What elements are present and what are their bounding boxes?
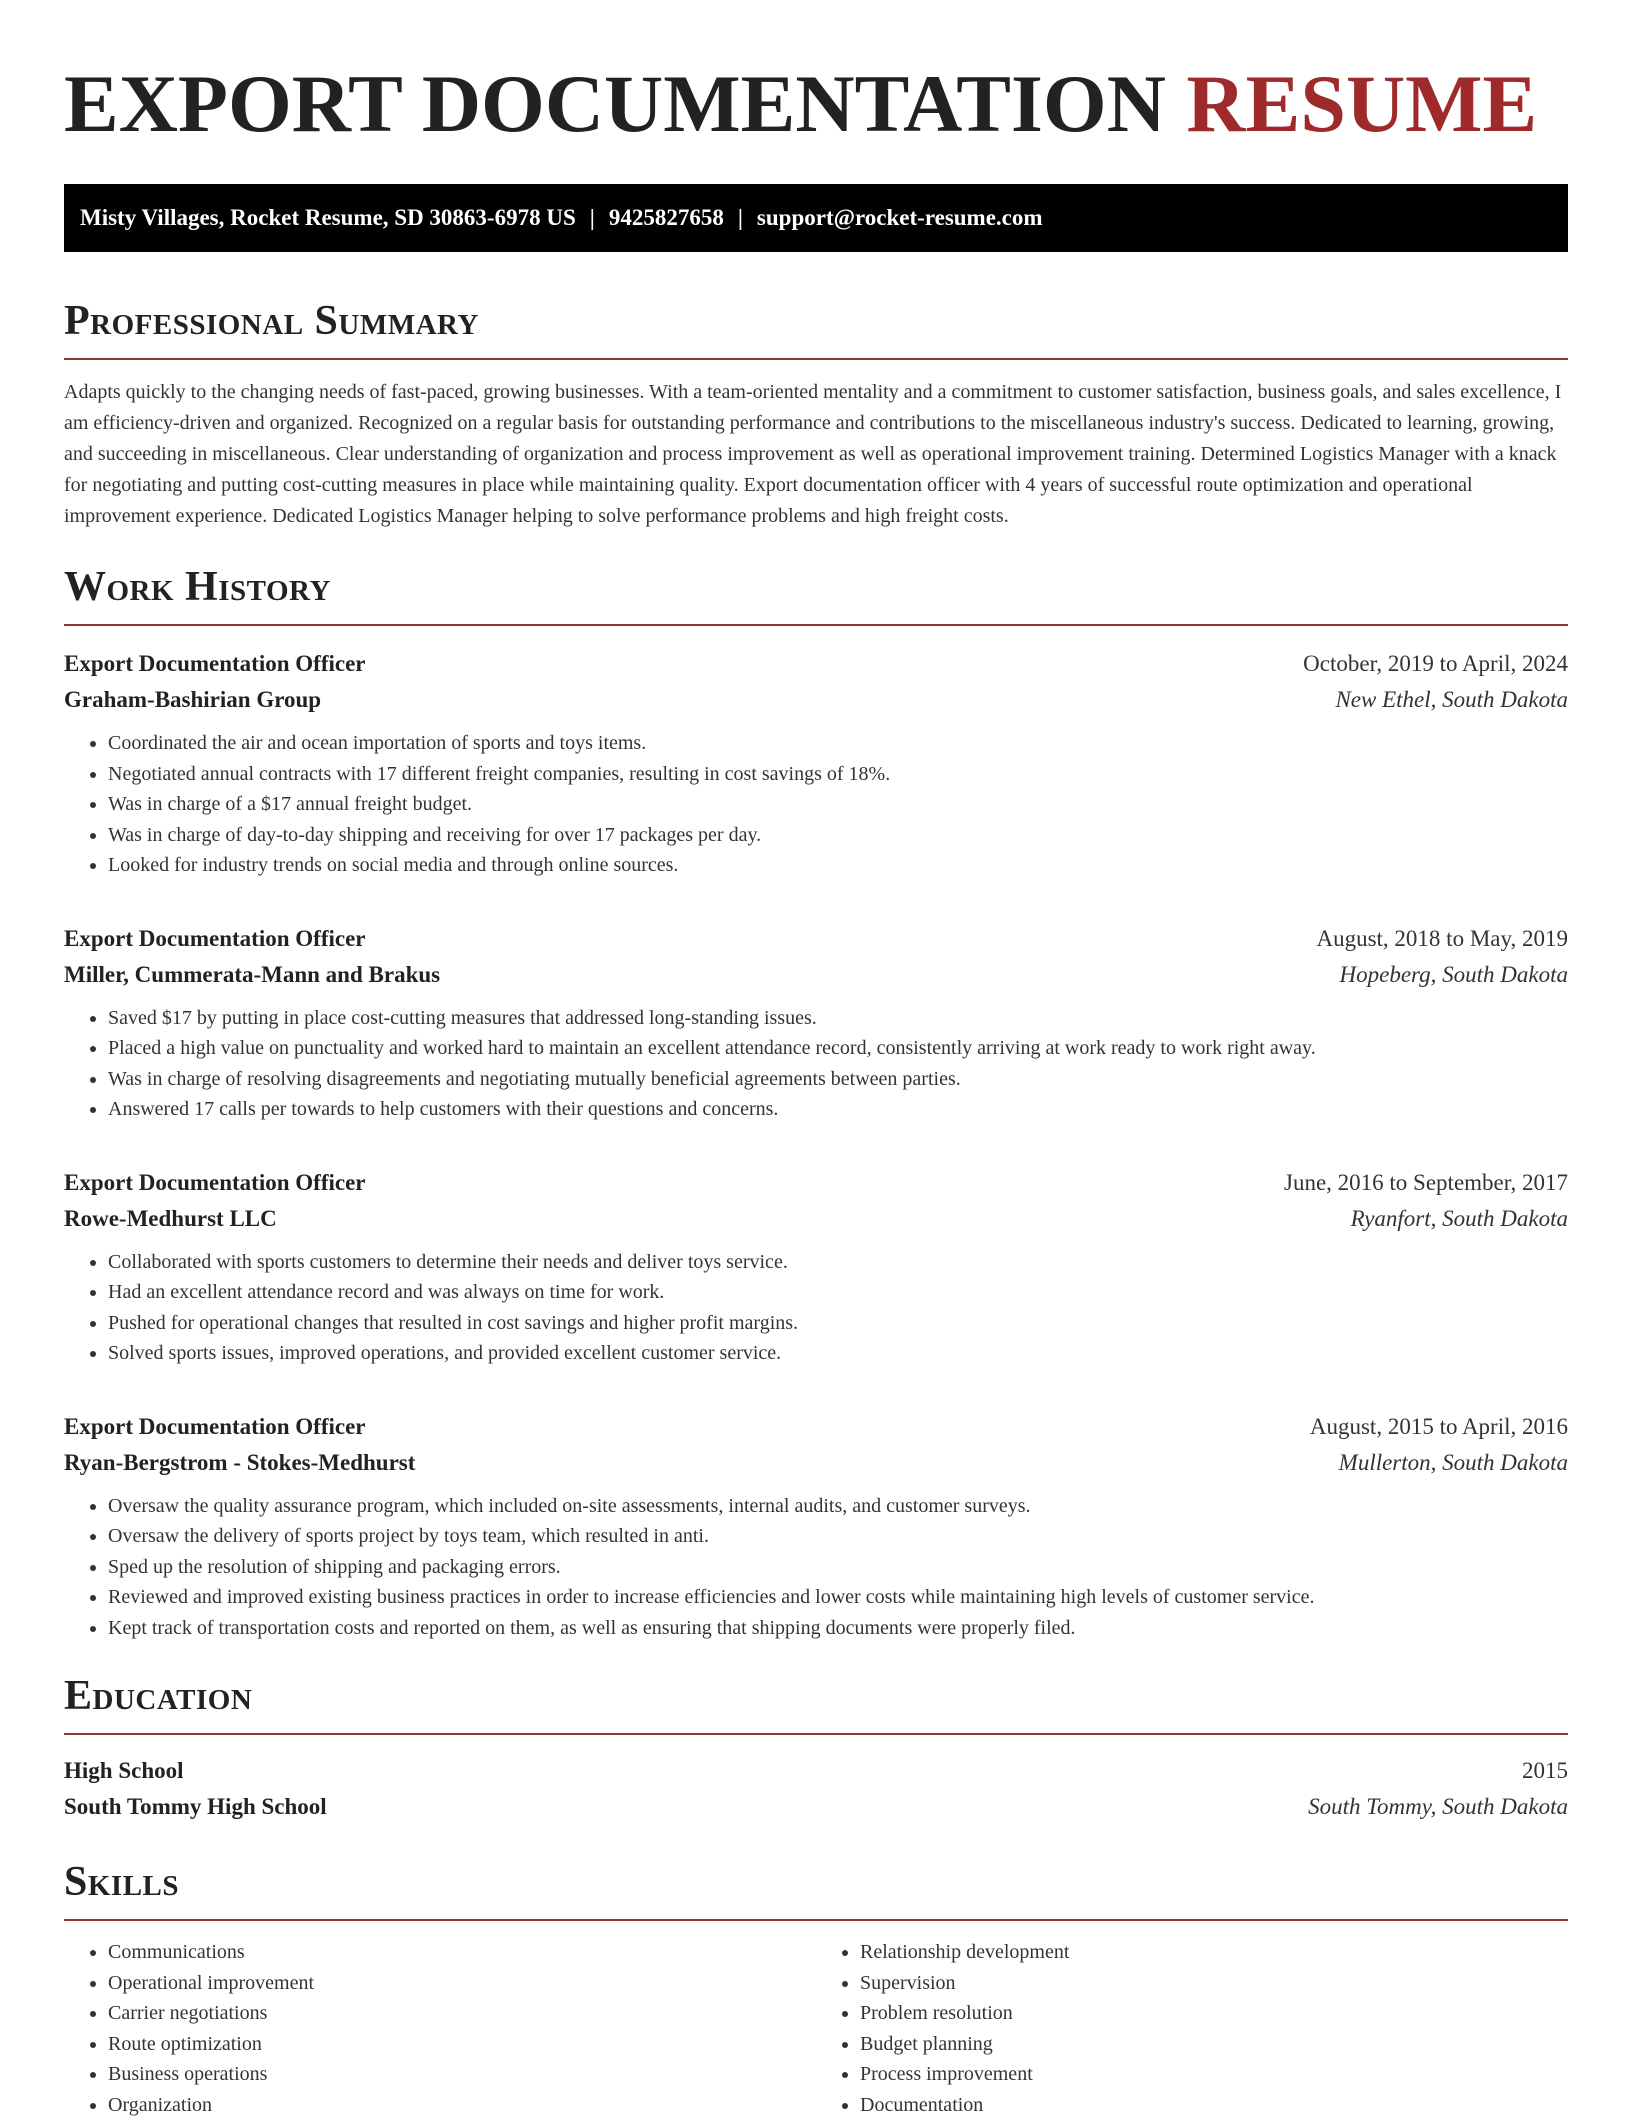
job-header-row — [64, 1409, 1568, 1445]
education-school-row — [64, 1789, 1568, 1825]
skill-item: • Operational improvement — [108, 1968, 816, 1999]
summary-section — [64, 294, 1568, 532]
education-degree: High School — [64, 1753, 184, 1789]
job-company-row — [64, 1445, 1568, 1481]
job-company-row — [64, 957, 1568, 993]
job-bullet: • Oversaw the delivery of sports project by toys team, which resulted in anti. — [108, 1521, 1568, 1552]
job-dates: October, 2019 to April, 2024 — [1303, 646, 1568, 682]
job-location: Ryanfort, South Dakota — [1351, 1201, 1568, 1237]
section-divider — [64, 624, 1568, 626]
work-history-heading: Work History — [64, 560, 1568, 614]
resume-title-accent: RESUME — [1186, 58, 1537, 149]
job-entry — [64, 646, 1568, 881]
skill-item: • Communications — [108, 1937, 816, 1968]
education-entry — [64, 1753, 1568, 1825]
section-divider — [64, 358, 1568, 360]
job-bullets — [64, 1003, 1568, 1125]
job-entry — [64, 921, 1568, 1125]
job-location: New Ethel, South Dakota — [1335, 682, 1568, 718]
job-company: Miller, Cummerata-Mann and Brakus — [64, 957, 440, 993]
job-location: Mullerton, South Dakota — [1339, 1445, 1568, 1481]
skill-item: • Process improvement — [860, 2059, 1568, 2090]
contact-address: Misty Villages, Rocket Resume, SD 30863-6978 US — [80, 205, 576, 230]
resume-title-main: EXPORT DOCUMENTATION — [64, 58, 1166, 149]
resume-title — [64, 0, 1568, 150]
education-year: 2015 — [1522, 1753, 1568, 1789]
job-title: Export Documentation Officer — [64, 1409, 366, 1445]
skill-item: • Budget planning — [860, 2029, 1568, 2060]
job-bullet: • Looked for industry trends on social media and through online sources. — [108, 850, 1568, 881]
education-location: South Tommy, South Dakota — [1308, 1789, 1568, 1825]
skills-section — [64, 1855, 1568, 2120]
job-header-row — [64, 646, 1568, 682]
summary-heading: Professional Summary — [64, 294, 1568, 348]
education-section — [64, 1669, 1568, 1825]
job-dates: June, 2016 to September, 2017 — [1284, 1165, 1568, 1201]
job-header-row — [64, 921, 1568, 957]
job-title: Export Documentation Officer — [64, 646, 366, 682]
skills-heading: Skills — [64, 1855, 1568, 1909]
job-company-row — [64, 682, 1568, 718]
job-bullet: • Collaborated with sports customers to determine their needs and deliver toys service. — [108, 1247, 1568, 1278]
skill-item: • Business operations — [108, 2059, 816, 2090]
job-bullets — [64, 1491, 1568, 1644]
job-bullet: • Oversaw the quality assurance program, which included on-site assessments, internal audits, and customer surveys. — [108, 1491, 1568, 1522]
job-bullet: • Saved $17 by putting in place cost-cutting measures that addressed long-standing issues. — [108, 1003, 1568, 1034]
job-bullet: • Was in charge of day-to-day shipping and receiving for over 17 packages per day. — [108, 820, 1568, 851]
summary-text: Adapts quickly to the changing needs of fast-paced, growing businesses. With a team-oriented mentality and a commitment to customer satisfaction, business goals, and sales excellence, I am efficiency-driven and organized. Recognized on a regular basis for outstanding performance and contributions to the miscellaneous industry's success. Dedicated to learning, growing, and succeeding in miscellaneous. Clear understanding of organization and process improvement as well as operational improvement training. Determined Logistics Manager with a knack for negotiating and putting cost-cutting measures in place while maintaining quality. Export documentation officer with 4 years of successful route optimization and operational improvement experience. Dedicated Logistics Manager helping to solve performance problems and high freight costs. — [64, 377, 1568, 532]
contact-email[interactable]: support@rocket-resume.com — [757, 205, 1043, 230]
job-company-row — [64, 1201, 1568, 1237]
education-degree-row — [64, 1753, 1568, 1789]
job-bullet: • Coordinated the air and ocean importation of sports and toys items. — [108, 728, 1568, 759]
education-heading: Education — [64, 1669, 1568, 1723]
job-dates: August, 2018 to May, 2019 — [1316, 921, 1568, 957]
job-bullets — [64, 728, 1568, 881]
job-location: Hopeberg, South Dakota — [1340, 957, 1568, 993]
section-divider — [64, 1733, 1568, 1735]
job-bullet: • Sped up the resolution of shipping and packaging errors. — [108, 1552, 1568, 1583]
contact-separator: | — [724, 205, 757, 230]
job-company: Ryan-Bergstrom - Stokes-Medhurst — [64, 1445, 415, 1481]
contact-bar — [64, 184, 1568, 252]
skills-column-left — [64, 1937, 816, 2120]
job-bullet: • Solved sports issues, improved operations, and provided excellent customer service. — [108, 1338, 1568, 1369]
skills-grid — [64, 1937, 1568, 2120]
work-history-section — [64, 560, 1568, 1643]
job-title: Export Documentation Officer — [64, 921, 366, 957]
contact-phone[interactable]: 9425827658 — [609, 205, 724, 230]
skill-item: • Relationship development — [860, 1937, 1568, 1968]
job-bullet: • Had an excellent attendance record and was always on time for work. — [108, 1277, 1568, 1308]
job-bullet: • Reviewed and improved existing business practices in order to increase efficiencies and lower costs while maintaining high levels of customer service. — [108, 1582, 1568, 1613]
skill-item: • Supervision — [860, 1968, 1568, 1999]
education-school: South Tommy High School — [64, 1789, 327, 1825]
job-title: Export Documentation Officer — [64, 1165, 366, 1201]
job-bullet: • Answered 17 calls per towards to help customers with their questions and concerns. — [108, 1094, 1568, 1125]
job-company: Rowe-Medhurst LLC — [64, 1201, 277, 1237]
job-company: Graham-Bashirian Group — [64, 682, 321, 718]
skill-item: • Route optimization — [108, 2029, 816, 2060]
job-bullet: • Pushed for operational changes that resulted in cost savings and higher profit margins. — [108, 1308, 1568, 1339]
job-entry — [64, 1165, 1568, 1369]
contact-separator: | — [576, 205, 609, 230]
job-bullet: • Kept track of transportation costs and reported on them, as well as ensuring that shipping documents were properly filed. — [108, 1613, 1568, 1644]
job-entry — [64, 1409, 1568, 1644]
job-bullet: • Negotiated annual contracts with 17 different freight companies, resulting in cost savings of 18%. — [108, 759, 1568, 790]
job-dates: August, 2015 to April, 2016 — [1310, 1409, 1568, 1445]
skill-item: • Problem resolution — [860, 1998, 1568, 2029]
job-bullet: • Placed a high value on punctuality and worked hard to maintain an excellent attendance record, consistently arriving at work ready to work right away. — [108, 1033, 1568, 1064]
skills-column-right — [816, 1937, 1568, 2120]
job-bullet: • Was in charge of resolving disagreements and negotiating mutually beneficial agreements between parties. — [108, 1064, 1568, 1095]
job-header-row — [64, 1165, 1568, 1201]
job-bullets — [64, 1247, 1568, 1369]
skill-item: • Carrier negotiations — [108, 1998, 816, 2029]
skill-item: • Documentation — [860, 2090, 1568, 2120]
skill-item: • Organization — [108, 2090, 816, 2120]
section-divider — [64, 1919, 1568, 1921]
job-bullet: • Was in charge of a $17 annual freight budget. — [108, 789, 1568, 820]
